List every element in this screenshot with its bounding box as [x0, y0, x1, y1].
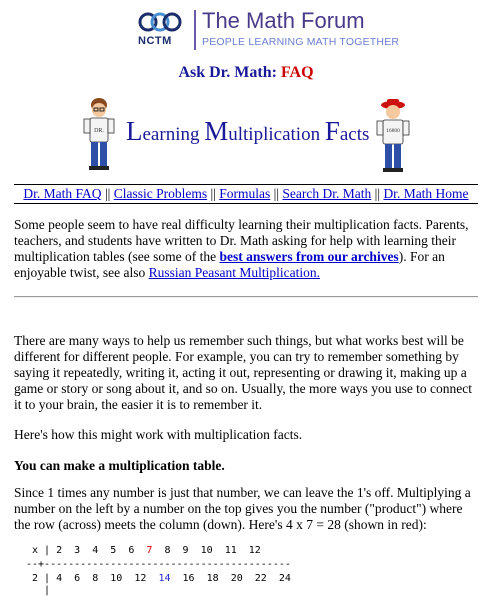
- nav-separator: ||: [207, 186, 220, 201]
- title-word-3: Facts: [324, 116, 370, 146]
- body-paragraph-3: Since 1 times any number is just that number, we can leave the 1's off. Multiplying a number on the left by a number on the top gives you the number ("product") where the row (across) meets the column (down). Here's 4 x 7 = 28 (shown in red):: [14, 485, 471, 532]
- logo-tagline: PEOPLE LEARNING MATH TOGETHER: [202, 36, 400, 48]
- intro-paragraph: [14, 217, 480, 281]
- nav-bar: [14, 184, 478, 204]
- table-row-bar: |: [26, 585, 51, 596]
- banner-title: [126, 116, 369, 147]
- russian-peasant-link[interactable]: Russian Peasant Multiplication.: [148, 265, 320, 280]
- body-paragraph-2: Here's how this might work with multiplication facts.: [14, 427, 303, 442]
- section-heading: You can make a multiplication table.: [14, 458, 225, 473]
- table-row-2: 2 | 4 6 8 10 12 14 16 18 20 22 24: [26, 573, 291, 584]
- nav-link-formulas[interactable]: Formulas: [219, 186, 271, 201]
- nctm-label: NCTM: [138, 35, 172, 47]
- nav-separator: ||: [371, 186, 384, 201]
- title-word-2: Multiplication: [204, 116, 325, 146]
- nav-link-search[interactable]: Search Dr. Math: [282, 186, 372, 201]
- logo-title: The Math Forum: [202, 8, 365, 33]
- table-header-row: x | 2 3 4 5 6 7 8 9 10 11 12: [26, 545, 261, 556]
- nav-link-home[interactable]: Dr. Math Home: [383, 186, 469, 201]
- logo-divider: [194, 10, 196, 50]
- math-forum-logo[interactable]: [136, 8, 400, 52]
- table-rule: --+-----------------------------------------: [26, 559, 291, 570]
- highlight-column-7: 7: [146, 545, 153, 556]
- nav-separator: ||: [270, 186, 283, 201]
- nav-link-classic-problems[interactable]: Classic Problems: [113, 186, 208, 201]
- intro-text: Some people seem to have real difficulty learning their multiplication facts. Parents, teachers, and students have written to Dr. Math asking for help with learning their multiplication tables (see some of the: [14, 217, 469, 264]
- right-shirt-text: 16800: [386, 128, 400, 134]
- heading-prefix: Ask Dr. Math:: [178, 64, 281, 81]
- faq-label: FAQ: [280, 64, 314, 81]
- dr-math-left-icon: [82, 96, 116, 172]
- body-paragraph-1: There are many ways to help us remember such things, but what works best will be different for different people. For example, you can try to remember something by saying it repeatedly, writing it, acting it out, representing or drawing it, making up a game or story or song about it, and so on. Usually, the more ways you use to connect it to your brain, the easier it is to remember it.: [14, 333, 473, 412]
- title-word-1: Learning: [126, 116, 205, 146]
- intro-text-2: ). For an enjoyable twist, see also: [14, 249, 445, 280]
- page-heading: [0, 64, 492, 82]
- cell-14: 14: [158, 573, 171, 584]
- dr-math-right-icon: [374, 98, 412, 174]
- nav-link-faq[interactable]: Dr. Math FAQ: [23, 186, 102, 201]
- best-answers-link[interactable]: best answers from our archives: [219, 249, 399, 264]
- left-shirt-text: DR.: [94, 128, 104, 134]
- banner: [0, 94, 492, 176]
- nav-separator: ||: [101, 186, 114, 201]
- divider: [14, 296, 478, 298]
